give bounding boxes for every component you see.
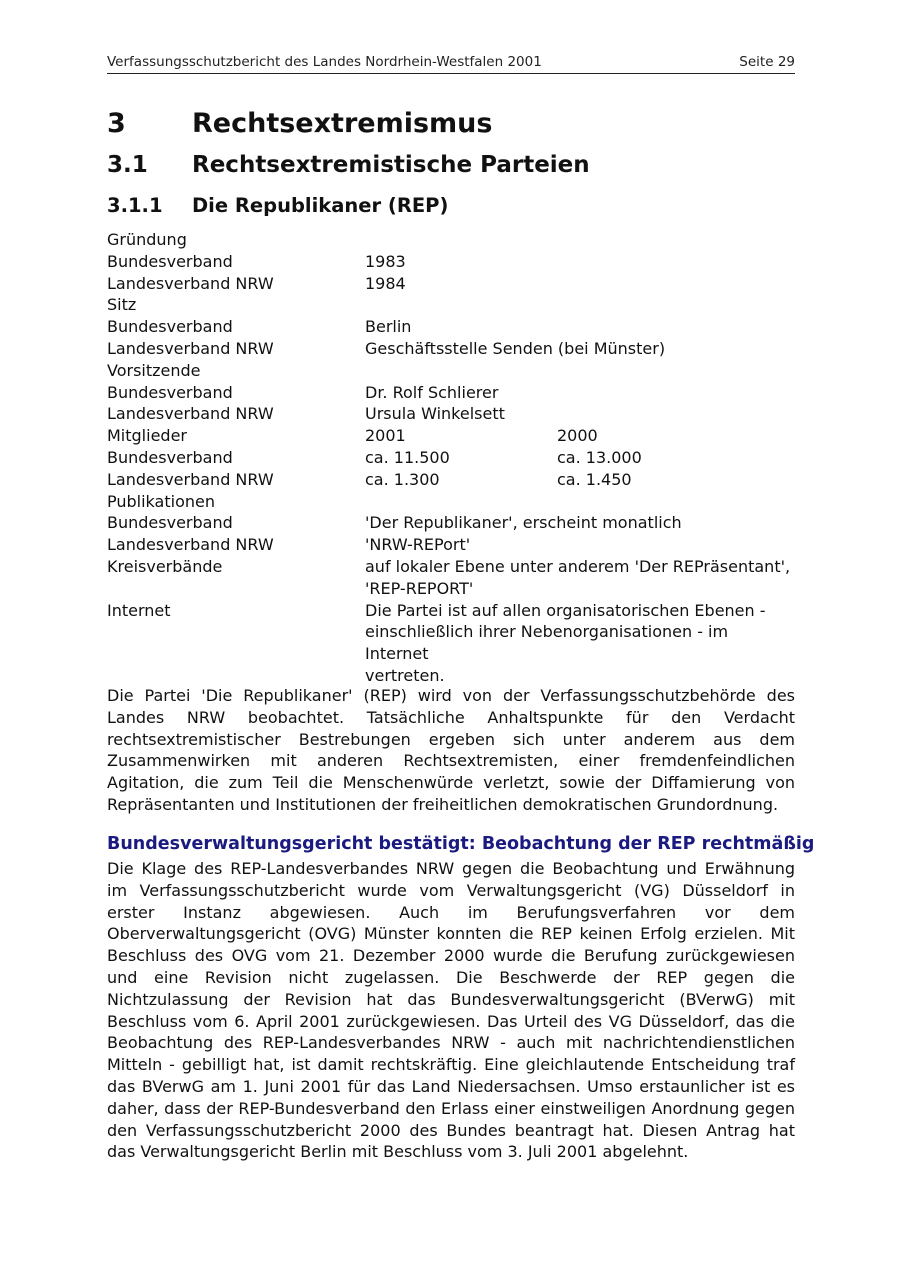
row-label: Landesverband NRW: [107, 273, 274, 293]
fact-row: [107, 512, 795, 534]
year-column-2: 2000: [557, 426, 598, 446]
value-line: Die Partei ist auf allen organisatorischen Ebenen -: [365, 600, 766, 620]
section-subheading: Bundesverwaltungsgericht bestätigt: Beobachtung der REP rechtmäßig: [107, 834, 815, 854]
value-line: einschließlich ihrer Nebenorganisationen - im Internet: [365, 622, 729, 664]
row-value: [365, 600, 795, 687]
heading-text: Rechtsextremismus: [192, 108, 493, 139]
fact-table: [107, 229, 795, 685]
group-label: Vorsitzende: [107, 360, 201, 380]
row-label: Kreisverbände: [107, 556, 223, 576]
header-title: Verfassungsschutzbericht des Landes Nordrhein-Westfalen 2001: [107, 54, 542, 70]
fact-row: [107, 382, 795, 404]
heading-text: Die Republikaner (REP): [192, 194, 449, 217]
row-label: Landesverband NRW: [107, 404, 274, 424]
body-paragraph: Die Partei 'Die Republikaner' (REP) wird von der Verfassungsschutzbehörde des Landes NRW beobachtet. Tatsächliche Anhaltspunkte für den Verdacht rechtsextremistischer Bestrebungen ergeben sich unter anderem aus dem Zusammenwirken mit anderen Rechtsextremisten, einer fremdenfeindlichen Agitation, die zum Teil die Menschenwürde verletzt, sowie der Diffamierung von Repräsentanten und Institutionen der freiheitlichen demokratischen Grundordnung.: [107, 686, 795, 814]
row-label: Bundesverband: [107, 317, 233, 337]
row-value: Berlin: [365, 317, 412, 337]
value-line: vertreten.: [365, 665, 445, 685]
fact-group-mitglieder: [107, 425, 795, 447]
year-column-1: 2001: [365, 426, 406, 446]
row-label: Bundesverband: [107, 382, 233, 402]
row-label: Bundesverband: [107, 251, 233, 271]
group-label: Publikationen: [107, 491, 215, 511]
row-value: ca. 11.500: [365, 447, 450, 467]
group-label: Gründung: [107, 230, 187, 249]
row-label: Bundesverband: [107, 513, 233, 533]
row-label: Bundesverband: [107, 447, 233, 467]
fact-group-publikationen: [107, 491, 795, 513]
row-value: Ursula Winkelsett: [365, 404, 505, 424]
row-label: Landesverband NRW: [107, 469, 274, 489]
fact-row: [107, 534, 795, 556]
fact-group-gruendung: [107, 229, 795, 251]
fact-row: [107, 251, 795, 273]
body-paragraph: Die Klage des REP-Landesverbandes NRW gegen die Beobachtung und Erwähnung im Verfassungsschutzbericht wurde vom Verwaltungsgericht (VG) Düsseldorf in erster Instanz abgewiesen. Auch im Berufungsverfahren vor dem Oberverwaltungsgericht (OVG) Münster konnten die REP keinen Erfolg erzielen. Mit Beschluss des OVG vom 21. Dezember 2000 wurde die Berufung zurückgewiesen und eine Revision nicht zugelassen. Die Beschwerde der REP gegen die Nichtzulassung der Revision hat das Bundesverwaltungsgericht (BVerwG) mit Beschluss vom 6. April 2001 zurückgewiesen. Das Urteil des VG Düsseldorf, das die Beobachtung des REP-Landesverbandes NRW - auch mit nachrichtendienstlichen Mitteln - gebilligt hat, ist damit rechtskräftig. Eine gleichlautende Entscheidung traf das BVerwG am 1. Juni 2001 für das Land Niedersachsen. Umso erstaunlicher ist es daher, dass der REP-Bundesverband den Erlass einer einstweiligen Anordnung gegen den Verfassungsschutzbericht 2000 des Bundes beantragt hat. Diesen Antrag hat das Verwaltungsgericht Berlin mit Beschluss vom 3. Juli 2001 abgelehnt.: [107, 859, 795, 1162]
row-value: 1983: [365, 251, 406, 271]
fact-group-sitz: [107, 294, 795, 316]
row-value: Dr. Rolf Schlierer: [365, 382, 499, 402]
fact-row: [107, 447, 795, 469]
fact-row: [107, 316, 795, 338]
group-label: Internet: [107, 600, 171, 620]
row-value: 'Der Republikaner', erscheint monatlich: [365, 513, 682, 533]
fact-row: [107, 273, 795, 295]
heading-number: 3.1.1: [107, 194, 163, 217]
row-label: Landesverband NRW: [107, 338, 274, 358]
row-value: 'NRW-REPort': [365, 535, 471, 555]
row-value: ca. 13.000: [557, 447, 642, 467]
heading-text: Rechtsextremistische Parteien: [192, 152, 590, 178]
page-header: [107, 53, 795, 74]
row-value: ca. 1.300: [365, 469, 440, 489]
heading-number: 3: [107, 108, 126, 139]
fact-group-vorsitzende: [107, 360, 795, 382]
row-value: [365, 556, 795, 600]
row-label: Landesverband NRW: [107, 535, 274, 555]
fact-row: [107, 338, 795, 360]
row-value: 1984: [365, 273, 406, 293]
row-value: ca. 1.450: [557, 469, 632, 489]
fact-group-internet: [107, 600, 795, 685]
fact-row: [107, 403, 795, 425]
heading-number: 3.1: [107, 152, 148, 178]
row-value: Geschäftsstelle Senden (bei Münster): [365, 338, 666, 358]
page-number: Seite 29: [739, 54, 795, 70]
fact-row: [107, 556, 795, 600]
group-label: Sitz: [107, 295, 137, 315]
value-line: 'REP-REPORT': [365, 578, 474, 598]
value-line: auf lokaler Ebene unter anderem 'Der REPräsentant',: [365, 556, 791, 576]
fact-row: [107, 469, 795, 491]
group-label: Mitglieder: [107, 426, 187, 446]
